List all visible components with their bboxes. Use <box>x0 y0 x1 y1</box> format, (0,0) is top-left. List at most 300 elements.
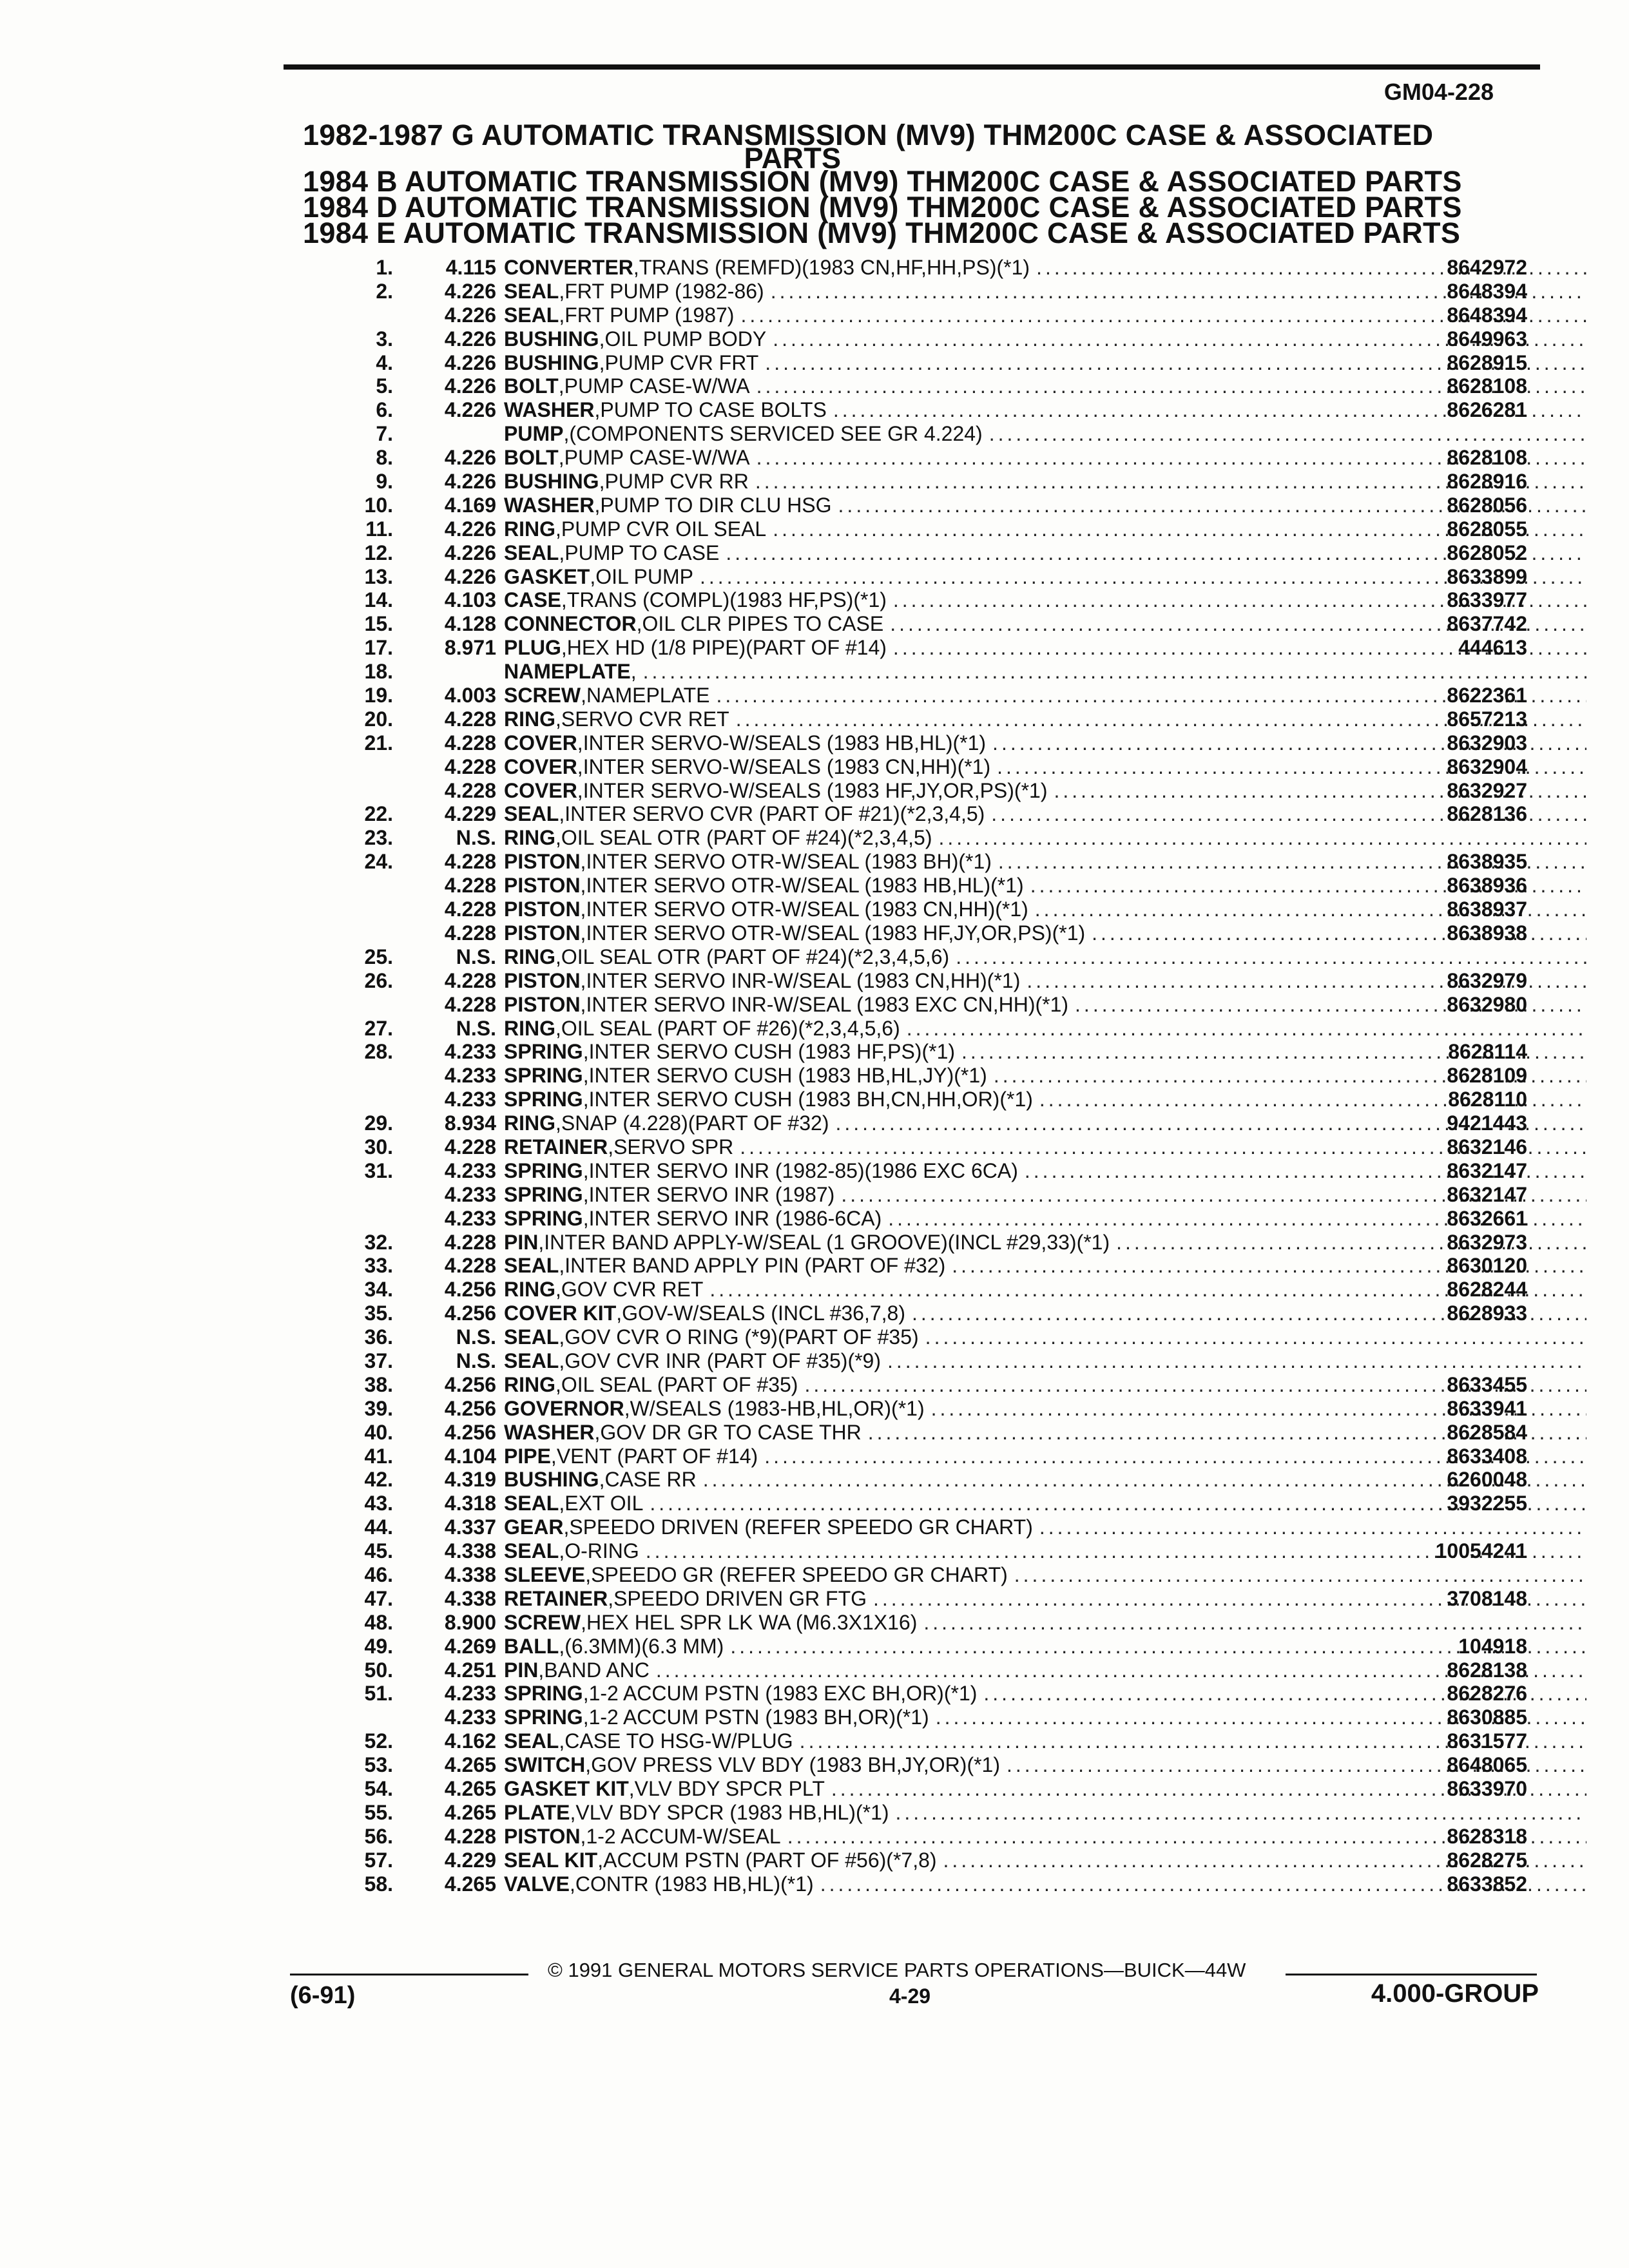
ref-number: 34. <box>364 1278 393 1302</box>
part-name: SCREW <box>504 684 581 707</box>
part-number: 8632927 <box>1447 778 1527 802</box>
separator: , <box>580 898 586 921</box>
ref-number: 53. <box>364 1753 393 1777</box>
ref-number: 11. <box>365 517 393 541</box>
group-number: 4.338 <box>444 1539 496 1563</box>
separator: , <box>580 850 586 874</box>
group-number: 4.256 <box>444 1372 496 1396</box>
part-detail: VENT (PART OF #14) <box>556 1444 758 1468</box>
part-row <box>303 731 1527 755</box>
part-detail: OIL PUMP BODY <box>604 327 767 351</box>
separator: , <box>559 1539 565 1563</box>
separator: , <box>555 1016 561 1040</box>
part-detail: 1-2 ACCUM PSTN (1983 EXC BH,OR)(*1) <box>588 1682 978 1706</box>
part-detail: (6.3MM)(6.3 MM) <box>564 1634 724 1658</box>
ref-number: 33. <box>364 1254 393 1278</box>
group-number: 4.228 <box>444 707 496 731</box>
separator: , <box>624 1396 630 1420</box>
leader-dots <box>881 1349 1586 1373</box>
part-detail: INTER SERVO OTR-W/SEAL (1983 HB,HL)(*1) <box>586 874 1024 898</box>
part-row <box>303 1111 1527 1135</box>
separator: , <box>559 1254 565 1278</box>
part-number: 8657213 <box>1447 707 1527 731</box>
part-name: GASKET KIT <box>504 1777 629 1800</box>
group-number: 4.265 <box>444 1800 496 1824</box>
part-name: SPRING <box>504 1040 583 1064</box>
part-detail: INTER SERVO CUSH (1983 HF,PS)(*1) <box>588 1040 956 1064</box>
part-detail: NAMEPLATE <box>586 684 710 707</box>
part-number: 8622361 <box>1447 684 1527 707</box>
part-row <box>303 280 1527 303</box>
part-detail: CONTR (1983 HB,HL)(*1) <box>575 1872 814 1896</box>
group-number: 4.226 <box>444 351 496 374</box>
part-detail: PUMP CVR FRT <box>604 351 759 374</box>
leader-dots <box>917 1611 1586 1635</box>
separator: , <box>580 874 586 898</box>
group-number: 4.265 <box>444 1872 496 1896</box>
separator: , <box>555 1372 561 1396</box>
part-name: BUSHING <box>504 327 599 351</box>
part-description <box>504 422 1586 446</box>
leader-dots <box>919 1325 1586 1349</box>
group-number: N.S. <box>456 1325 496 1349</box>
separator: , <box>583 1064 589 1088</box>
separator: , <box>599 1468 605 1492</box>
separator: , <box>559 1492 565 1515</box>
group-number: 4.226 <box>444 470 496 494</box>
part-name: SPRING <box>504 1706 583 1729</box>
separator: , <box>581 684 586 707</box>
part-number: 9421443 <box>1447 1111 1527 1135</box>
separator: , <box>594 398 601 422</box>
part-row <box>303 565 1527 589</box>
separator: , <box>577 778 583 802</box>
part-row <box>303 1729 1527 1753</box>
group-number: 4.233 <box>444 1158 496 1182</box>
part-number: 8633852 <box>1447 1872 1527 1896</box>
part-row <box>303 1658 1527 1682</box>
part-detail: GOV CVR RET <box>561 1278 704 1302</box>
part-row <box>303 993 1527 1017</box>
separator: , <box>583 1182 589 1206</box>
part-detail: FRT PUMP (1982-86) <box>564 279 764 303</box>
part-number: 8638937 <box>1447 898 1527 921</box>
part-detail: INTER SERVO OTR-W/SEAL (1983 HF,JY,OR,PS)(*1) <box>586 921 1086 945</box>
ref-number: 23. <box>364 826 393 850</box>
part-number: 8628318 <box>1447 1824 1527 1848</box>
part-detail: INTER SERVO-W/SEALS (1983 HB,HL)(*1) <box>583 731 987 754</box>
part-number: 8628275 <box>1447 1848 1527 1872</box>
group-number: 4.233 <box>444 1706 496 1729</box>
part-row <box>303 1445 1527 1468</box>
separator: , <box>594 493 601 517</box>
part-detail: (COMPONENTS SERVICED SEE GR 4.224) <box>569 422 983 446</box>
part-detail: EXT OIL <box>564 1492 644 1515</box>
part-number: 8632980 <box>1447 992 1527 1016</box>
part-description <box>504 1801 1586 1825</box>
part-number: 8633941 <box>1447 1396 1527 1420</box>
part-number: 8628915 <box>1447 351 1527 374</box>
part-row <box>303 1563 1527 1587</box>
part-name: COVER <box>504 778 577 802</box>
part-row <box>303 446 1527 470</box>
part-row <box>303 802 1527 826</box>
part-name: SPRING <box>504 1088 583 1111</box>
group-number: N.S. <box>456 945 496 968</box>
group-number: N.S. <box>456 1016 496 1040</box>
part-detail: INTER BAND APPLY PIN (PART OF #32) <box>564 1254 946 1278</box>
part-row <box>303 327 1527 351</box>
part-name: GASKET <box>504 564 590 588</box>
part-number: 8626281 <box>1447 398 1527 422</box>
ref-number: 25. <box>364 945 393 968</box>
separator: , <box>633 256 639 279</box>
ref-number: 26. <box>364 968 393 992</box>
part-name: SEAL <box>504 541 559 564</box>
part-description <box>504 1611 1586 1635</box>
part-number: 8632661 <box>1447 1206 1527 1230</box>
part-number: 8628136 <box>1447 802 1527 826</box>
separator: , <box>630 660 637 684</box>
ref-number: 27. <box>364 1016 393 1040</box>
separator: , <box>555 1111 561 1135</box>
part-row <box>303 1706 1527 1729</box>
group-number: 4.337 <box>444 1515 496 1539</box>
part-number: 8630120 <box>1447 1254 1527 1278</box>
part-row <box>303 1159 1527 1183</box>
part-row <box>303 779 1527 803</box>
part-number: 8648394 <box>1447 279 1527 303</box>
part-name: RING <box>504 1278 555 1302</box>
separator: , <box>608 1135 614 1158</box>
leader-dots <box>949 945 1586 969</box>
part-detail: SERVO SPR <box>613 1135 734 1158</box>
part-name: PIN <box>504 1230 539 1254</box>
ref-number: 14. <box>364 588 393 612</box>
ref-number: 9. <box>376 470 393 494</box>
group-number: 4.228 <box>444 754 496 778</box>
group-number: N.S. <box>456 1349 496 1372</box>
part-name: PIN <box>504 1658 539 1682</box>
part-detail: INTER SERVO OTR-W/SEAL (1983 BH)(*1) <box>586 850 992 874</box>
part-row <box>303 1325 1527 1349</box>
part-name: SPRING <box>504 1064 583 1088</box>
group-number: 4.226 <box>444 541 496 564</box>
part-row <box>303 470 1527 494</box>
group-number: 4.228 <box>444 874 496 898</box>
ref-number: 19. <box>364 684 393 707</box>
part-name: CONVERTER <box>504 256 633 279</box>
part-detail: CASE RR <box>604 1468 697 1492</box>
part-name: WASHER <box>504 493 595 517</box>
part-name: COVER KIT <box>504 1302 617 1325</box>
part-number: 8628933 <box>1447 1302 1527 1325</box>
group-number: 4.169 <box>444 493 496 517</box>
part-row <box>303 1492 1527 1515</box>
part-row <box>303 612 1527 636</box>
separator: , <box>555 826 561 850</box>
separator: , <box>616 1302 622 1325</box>
ref-number: 28. <box>364 1040 393 1064</box>
separator: , <box>577 754 583 778</box>
ref-number: 43. <box>364 1492 393 1515</box>
part-name: WASHER <box>504 398 595 422</box>
ref-number: 17. <box>364 636 393 660</box>
part-name: PISTON <box>504 968 581 992</box>
part-row <box>303 1064 1527 1088</box>
part-name: RING <box>504 517 555 541</box>
part-number: 3932255 <box>1447 1492 1527 1515</box>
part-row <box>303 826 1527 850</box>
ref-number: 58. <box>364 1872 393 1896</box>
ref-number: 48. <box>364 1610 393 1634</box>
part-description <box>504 826 1586 850</box>
separator: , <box>583 1206 589 1230</box>
part-name: SEAL <box>504 802 559 826</box>
ref-number: 50. <box>364 1658 393 1682</box>
separator: , <box>577 731 583 754</box>
part-number: 8628276 <box>1447 1682 1527 1706</box>
ref-number: 45. <box>364 1539 393 1563</box>
group-number: 4.228 <box>444 1135 496 1158</box>
part-row <box>303 684 1527 707</box>
part-name: RETAINER <box>504 1135 608 1158</box>
ref-number: 22. <box>364 802 393 826</box>
ref-number: 7. <box>376 422 393 446</box>
part-detail: TRANS (REMFD)(1983 CN,HF,HH,PS)(*1) <box>639 256 1030 279</box>
group-number: 4.226 <box>444 517 496 541</box>
part-row <box>303 1088 1527 1111</box>
part-number: 8649963 <box>1447 327 1527 351</box>
part-row <box>303 921 1527 945</box>
part-row <box>303 588 1527 612</box>
part-row <box>303 1539 1527 1563</box>
group-number: 4.318 <box>444 1492 496 1515</box>
part-number: 10054241 <box>1435 1539 1527 1563</box>
group-number: 4.228 <box>444 1230 496 1254</box>
part-number: 8628916 <box>1447 470 1527 494</box>
part-name: BALL <box>504 1634 559 1658</box>
separator: , <box>583 1088 589 1111</box>
separator: , <box>555 945 561 968</box>
part-name: SEAL <box>504 279 559 303</box>
part-detail: OIL SEAL (PART OF #26)(*2,3,4,5,6) <box>561 1016 900 1040</box>
part-detail: INTER SERVO-W/SEALS (1983 CN,HH)(*1) <box>583 754 991 778</box>
ref-number: 24. <box>364 850 393 874</box>
part-detail: VLV BDY SPCR PLT <box>634 1777 825 1800</box>
part-detail: INTER SERVO-W/SEALS (1983 HF,JY,OR,PS)(*1) <box>583 778 1048 802</box>
part-name: SPRING <box>504 1682 583 1706</box>
part-detail: PUMP CVR OIL SEAL <box>561 517 767 541</box>
part-row <box>303 1825 1527 1849</box>
part-detail: INTER BAND APPLY-W/SEAL (1 GROOVE)(INCL #29,33)(*1) <box>544 1230 1110 1254</box>
ref-number: 13. <box>364 564 393 588</box>
part-row <box>303 1753 1527 1777</box>
part-row <box>303 1349 1527 1373</box>
separator: , <box>599 327 605 351</box>
part-name: WASHER <box>504 1420 595 1444</box>
part-name: RING <box>504 945 555 968</box>
part-description <box>504 1349 1586 1373</box>
separator: , <box>563 1515 570 1539</box>
part-name: PISTON <box>504 921 581 945</box>
part-name: PLATE <box>504 1800 570 1824</box>
part-row <box>303 898 1527 921</box>
group-number: 4.115 <box>445 256 496 279</box>
part-name: PISTON <box>504 1824 581 1848</box>
group-number: 4.256 <box>444 1396 496 1420</box>
parts-list <box>303 256 1527 1896</box>
separator: , <box>561 588 567 612</box>
ref-number: 38. <box>364 1372 393 1396</box>
part-row <box>303 422 1527 446</box>
part-detail: VLV BDY SPCR (1983 HB,HL)(*1) <box>575 1800 889 1824</box>
separator: , <box>583 1706 589 1729</box>
ref-number: 31. <box>364 1158 393 1182</box>
leader-dots <box>932 826 1587 850</box>
part-row <box>303 1135 1527 1159</box>
part-row <box>303 850 1527 874</box>
group-number: 4.256 <box>444 1278 496 1302</box>
part-row <box>303 1254 1527 1278</box>
part-detail: GOV CVR O RING (*9)(PART OF #35) <box>564 1325 919 1349</box>
leader-dots <box>983 422 1586 446</box>
part-detail: BAND ANC <box>544 1658 650 1682</box>
ref-number: 36. <box>364 1325 393 1349</box>
part-row <box>303 1017 1527 1041</box>
part-name: RING <box>504 1372 555 1396</box>
ref-number: 52. <box>364 1729 393 1753</box>
part-detail: INTER SERVO CUSH (1983 BH,CN,HH,OR)(*1) <box>588 1088 1033 1111</box>
top-rule <box>284 64 1540 70</box>
part-row <box>303 1231 1527 1254</box>
part-number: 8648394 <box>1447 303 1527 327</box>
part-name: PISTON <box>504 850 581 874</box>
part-name: PLUG <box>504 636 561 660</box>
part-detail: PUMP TO CASE <box>564 541 720 564</box>
separator: , <box>558 446 564 470</box>
part-detail: SERVO CVR RET <box>561 707 729 731</box>
ref-number: 15. <box>364 612 393 636</box>
ref-number: 5. <box>376 374 393 398</box>
part-name: RETAINER <box>504 1586 608 1610</box>
ref-number: 4. <box>376 351 393 374</box>
separator: , <box>538 1658 545 1682</box>
part-detail: GOV CVR INR (PART OF #35)(*9) <box>564 1349 881 1372</box>
part-detail: CASE TO HSG-W/PLUG <box>564 1729 793 1753</box>
separator: , <box>559 1729 565 1753</box>
group-number: 8.971 <box>444 636 496 660</box>
group-number: 8.934 <box>444 1111 496 1135</box>
part-name: PISTON <box>504 898 581 921</box>
part-detail: HEX HEL SPR LK WA (M6.3X1X16) <box>586 1610 918 1634</box>
group-number: 4.228 <box>444 778 496 802</box>
part-name: SEAL <box>504 1539 559 1563</box>
part-number: 8628055 <box>1447 517 1527 541</box>
part-name: SPRING <box>504 1158 583 1182</box>
group-number: 4.233 <box>444 1182 496 1206</box>
part-row <box>303 494 1527 517</box>
part-number: 8632147 <box>1447 1158 1527 1182</box>
part-name: RING <box>504 1111 555 1135</box>
group-number: 4.233 <box>444 1206 496 1230</box>
ref-number: 30. <box>364 1135 393 1158</box>
group-number: 4.338 <box>444 1562 496 1586</box>
part-row <box>303 1278 1527 1302</box>
ref-number: 54. <box>364 1777 393 1800</box>
part-number: 8628108 <box>1447 374 1527 398</box>
part-row <box>303 969 1527 993</box>
part-row <box>303 1183 1527 1207</box>
part-name: SEAL <box>504 1492 559 1515</box>
separator: , <box>559 303 565 327</box>
group-number: 4.228 <box>444 968 496 992</box>
part-name: RING <box>504 1016 555 1040</box>
group-id: 4.000-GROUP <box>1371 1979 1539 2008</box>
ref-number: 56. <box>364 1824 393 1848</box>
part-description <box>504 945 1586 969</box>
part-number: 8628056 <box>1447 493 1527 517</box>
group-number: 4.162 <box>444 1729 496 1753</box>
part-number: 8628110 <box>1448 1088 1527 1111</box>
part-detail: OIL PUMP <box>595 564 693 588</box>
group-number: 8.900 <box>444 1610 496 1634</box>
group-number: 4.226 <box>444 279 496 303</box>
separator: , <box>597 1848 604 1872</box>
separator: , <box>608 1586 614 1610</box>
part-name: SEAL <box>504 1254 559 1278</box>
part-detail: SNAP (4.228)(PART OF #32) <box>561 1111 829 1135</box>
part-number: 8638936 <box>1447 874 1527 898</box>
group-number: 4.228 <box>444 992 496 1016</box>
part-name: COVER <box>504 754 577 778</box>
part-name: BOLT <box>504 446 559 470</box>
group-number: 4.103 <box>444 588 496 612</box>
ref-number: 20. <box>364 707 393 731</box>
part-row <box>303 351 1527 375</box>
ref-number: 42. <box>364 1468 393 1492</box>
part-detail: W/SEALS (1983-HB,HL,OR)(*1) <box>630 1396 925 1420</box>
part-detail: SPEEDO GR (REFER SPEEDO GR CHART) <box>591 1562 1008 1586</box>
part-name: SLEEVE <box>504 1562 586 1586</box>
ref-number: 49. <box>364 1634 393 1658</box>
part-name: GEAR <box>504 1515 564 1539</box>
part-detail: O-RING <box>564 1539 639 1563</box>
ref-number: 21. <box>364 731 393 754</box>
part-row <box>303 1611 1527 1635</box>
part-detail: GOV-W/SEALS (INCL #36,7,8) <box>622 1302 905 1325</box>
ref-number: 32. <box>364 1230 393 1254</box>
part-number: 8632146 <box>1447 1135 1527 1158</box>
part-name: SEAL <box>504 1729 559 1753</box>
part-name: PISTON <box>504 992 581 1016</box>
part-row <box>303 1421 1527 1445</box>
part-number: 8628244 <box>1447 1278 1527 1302</box>
ref-number: 44. <box>364 1515 393 1539</box>
group-number: 4.233 <box>444 1682 496 1706</box>
group-number: 4.003 <box>444 684 496 707</box>
separator: , <box>563 422 570 446</box>
part-name: GOVERNOR <box>504 1396 624 1420</box>
part-number: 3708148 <box>1447 1586 1527 1610</box>
group-number: 4.226 <box>444 398 496 422</box>
part-number: 8637742 <box>1447 612 1527 636</box>
leader-dots <box>1008 1563 1586 1587</box>
part-name: SEAL <box>504 303 559 327</box>
part-name: RING <box>504 826 555 850</box>
group-number: 4.226 <box>444 446 496 470</box>
part-detail: PUMP CVR RR <box>604 470 749 494</box>
